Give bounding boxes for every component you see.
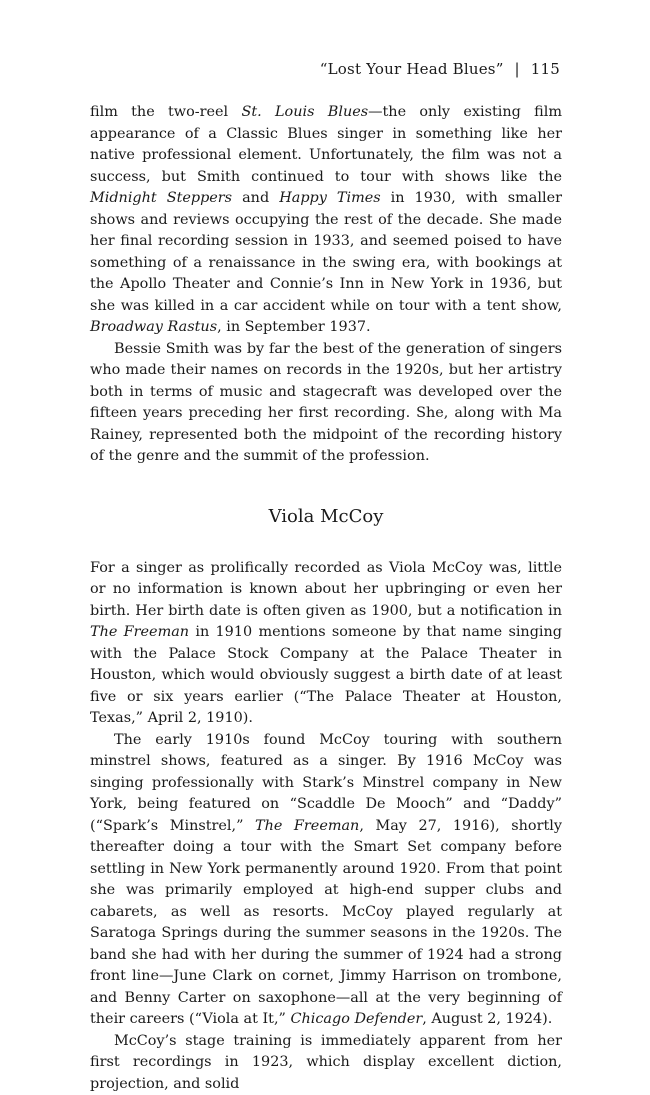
paragraph-4 [90,730,562,1031]
text-run: , August 2, 1924). [422,1011,552,1027]
text-run: For a singer as prolifically recorded as Viola McCoy was, little or no information is known about her upbringing or even her birth. Her birth date is often given as 1900, but a notification in [90,560,562,619]
text-run: The early 1910s found McCoy touring with southern minstrel shows, featured as a singer. By 1916 McCoy was singing professionally with Stark’s Minstrel company in New York, being featured on “Scaddle De Mooch” and “Daddy” (“Spark’s Minstrel,” [90,732,562,834]
film-title: St. Louis Blues [241,104,368,120]
section-heading: Viola McCoy [90,506,562,528]
paragraph-2: Bessie Smith was by far the best of the generation of singers who made their names on records in the 1920s, but her artistry both in terms of music and stagecraft was developed over the fifteen years preceding her first recording. She, along with Ma Rainey, represented both the midpoint of the recording history of the genre and the summit of the profession. [90,339,562,468]
paragraph-5: McCoy’s stage training is immediately apparent from her first recordings in 1923, which display excellent diction, projection, and solid [90,1031,562,1095]
text-run: —the only existing film appearance of a Classic Blues singer in something like her native professional element. Unfortunately, the film was not a success, but Smith continued to tour with shows like the [90,104,562,185]
publication-title: Chicago Defender [290,1011,422,1027]
header-separator: | [515,60,520,78]
running-head [320,60,560,78]
text-run: in 1930, with smaller shows and reviews occupying the rest of the decade. She made her final recording session in 1933, and seemed poised to have something of a renaissance in the swing era, with bookings at the Apollo Theater and Connie’s Inn in New York in 1936, but she was killed in a car accident while on tour with a tent show, [90,190,562,314]
text-run: , May 27, 1916), shortly thereafter doing a tour with the Smart Set company before settling in New York permanently around 1920. From that point she was primarily employed at high-end supper clubs and cabarets, as well as resorts. McCoy played regularly at Saratoga Springs during the summer seasons in the 1920s. The band she had with her during the summer of 1924 had a strong front line—June Clark on cornet, Jimmy Harrison on trombone, and Benny Carter on saxophone—all at the very beginning of their careers (“Viola at It,” [90,818,562,1028]
publication-title: The Freeman [90,624,189,640]
show-title: Happy Times [279,190,380,206]
paragraph-1 [90,102,562,339]
page-number: 115 [531,60,560,78]
text-run: in 1910 mentions someone by that name singing with the Palace Stock Company at the Palace Theater in Houston, which would obviously suggest a birth date of at least five or six years earlier (“The Palace Theater at Houston, Texas,” April 2, 1910). [90,624,562,726]
text-run: film the two-reel [90,104,241,120]
paragraph-3 [90,558,562,730]
body-text [90,102,562,1095]
show-title: Midnight Steppers [90,190,232,206]
show-title: Broadway Rastus [90,319,217,335]
publication-title: The Freeman [255,818,359,834]
text-run: and [232,190,279,206]
running-title: “Lost Your Head Blues” [320,60,504,78]
text-run: , in September 1937. [217,319,371,335]
